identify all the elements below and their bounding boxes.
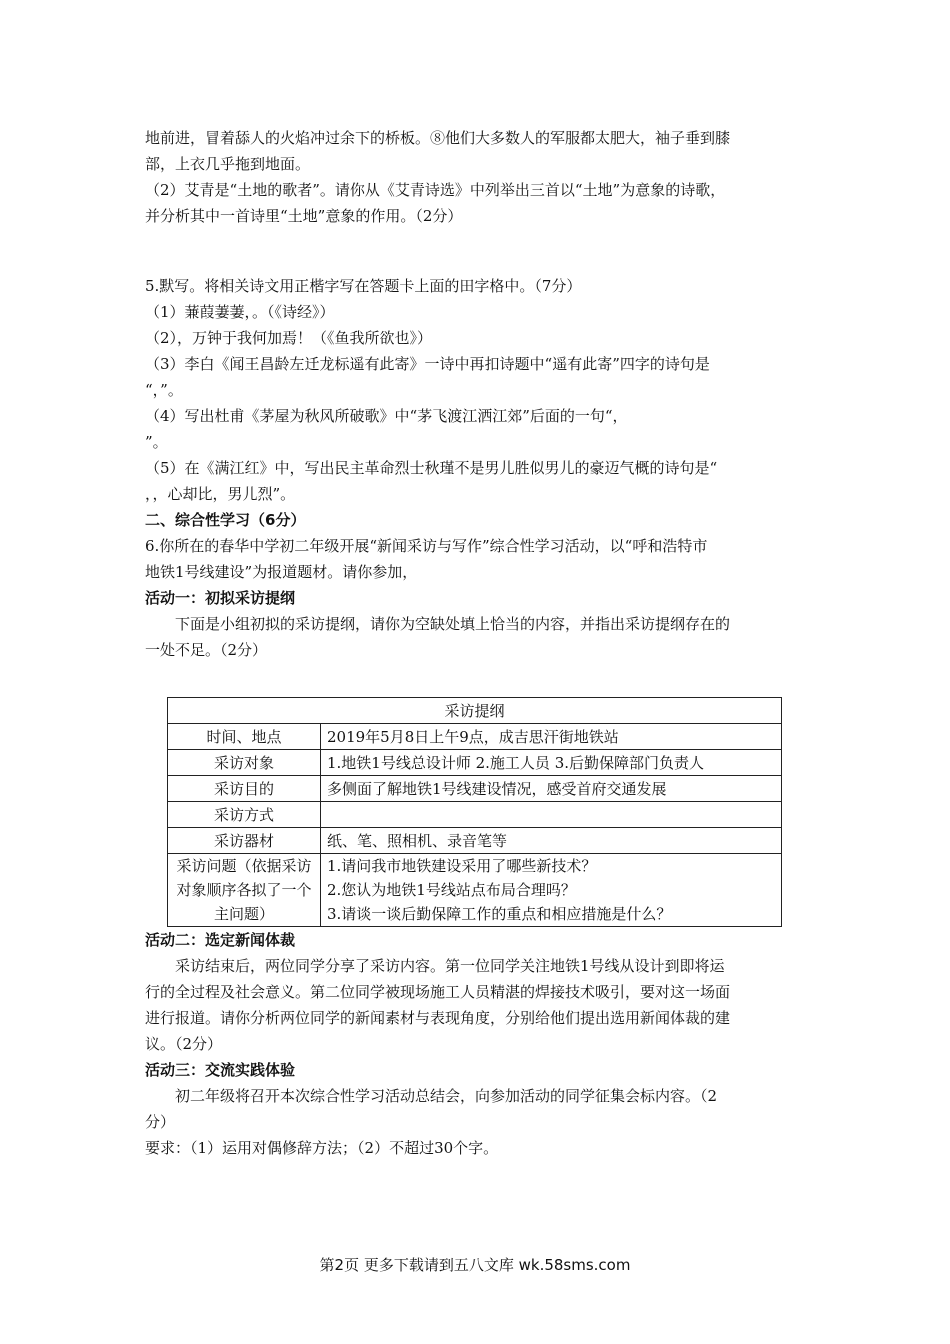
q5-item-3: （3）李白《闻王昌龄左迁龙标遥有此寄》一诗中再扣诗题中“遥有此寄”四字的诗句是 [145,355,710,373]
question-5-title: 5.默写。将相关诗文用正楷字写在答题卡上面的田字格中。（7分） [145,277,582,295]
activity-2-text: 采访结束后，两位同学分享了采访内容。第一位同学关注地铁1号线从设计到即将运 [175,957,725,975]
line-1: 地前进，冒着舔人的火焰冲过余下的桥板。⑧他们大多数人的军服都太肥大，袖子垂到膝 [145,129,731,147]
table-row: 采访对象 1.地铁1号线总设计师 2.施工人员 3.后勤保障部门负责人 [168,750,782,776]
table-row: 时间、地点 2019年5月8日上午9点，成吉思汗街地铁站 [168,724,782,750]
table-row: 采访目的 多侧面了解地铁1号线建设情况，感受首府交通发展 [168,776,782,802]
question-6: 6.你所在的春华中学初二年级开展“新闻采访与写作”综合性学习活动，以“呼和浩特市 [145,537,708,555]
table-row: 采访器材 纸、笔、照相机、录音笔等 [168,828,782,854]
activity-3-heading: 活动三：交流实践体验 [145,1061,296,1079]
q5-item-3-cont: “，”。 [145,381,183,399]
activity-3-text: 初二年级将召开本次综合性学习活动总结会，向参加活动的同学征集会标内容。（2 [175,1087,718,1105]
table-row: 采访问题（依据采访对象顺序各拟了一个主问题） 1.请问我市地铁建设采用了哪些新技术？ 2.您认为地铁1号线站点布局合理吗？ 3.请谈一谈后勤保障工作的重点和相应措施是什么？ [168,854,782,927]
activity-1-text: 下面是小组初拟的采访提纲，请你为空缺处填上恰当的内容，并指出采访提纲存在的 [175,615,731,633]
activity-1-heading: 活动一：初拟采访提纲 [145,589,296,607]
activity-2-heading: 活动二：选定新闻体裁 [145,931,296,949]
q5-item-5-cont: ，，心却比，男儿烈”。 [145,485,296,503]
activity-2-text-4: 议。（2分） [145,1035,223,1053]
question-4-2-cont: 并分析其中一首诗里“土地”意象的作用。（2分） [145,207,463,225]
question-4-2: （2）艾青是“土地的歌者”。请你从《艾青诗选》中列举出三首以“土地”为意象的诗歌， [145,181,726,199]
q5-item-4: （4）写出杜甫《茅屋为秋风所破歌》中“茅飞渡江洒江郊”后面的一句“， [145,407,628,425]
activity-3-requirements: 要求：（1）运用对偶修辞方法；（2）不超过30个字。 [145,1139,499,1157]
table-row: 采访方式 [168,802,782,828]
section-2-heading: 二、综合性学习（6分） [145,511,306,529]
activity-3-text-cont: 分） [145,1113,176,1131]
table-title: 采访提纲 [168,698,782,724]
question-6-cont: 地铁1号线建设”为报道题材。请你参加， [145,563,418,581]
line-2: 部，上衣几乎拖到地面。 [145,155,311,173]
page-footer: 第2页 更多下载请到五八文库 wk.58sms.com [319,1256,631,1274]
activity-1-text-cont: 一处不足。（2分） [145,641,268,659]
q5-item-2: （2），万钟于我何加焉！（《鱼我所欲也》） [145,329,433,347]
q5-item-1: （1）蒹葭萋萋，。（《诗经》） [145,303,335,321]
interview-outline-table [167,697,782,927]
activity-2-text-2: 行的全过程及社会意义。第二位同学被现场施工人员精湛的焊接技术吸引，要对这一场面 [145,983,731,1001]
q5-item-4-cont: ”。 [145,433,168,451]
activity-2-text-3: 进行报道。请你分析两位同学的新闻素材与表现角度，分别给他们提出选用新闻体裁的建 [145,1009,731,1027]
q5-item-5: （5）在《满江红》中，写出民主革命烈士秋瑾不是男儿胜似男儿的豪迈气概的诗句是“ [145,459,718,477]
